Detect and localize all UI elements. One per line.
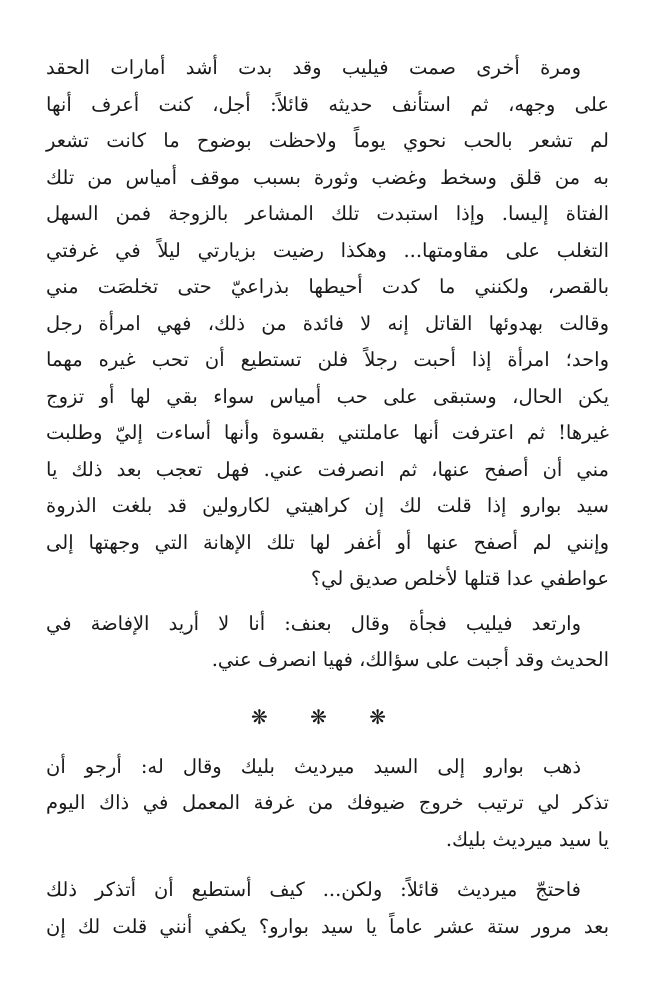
section-separator: ❋ ❋ ❋ bbox=[251, 704, 404, 729]
text-line: سيد بوارو إذا قلت لك إن كراهيتي لكارولين قد بلغت الذروة bbox=[46, 494, 609, 517]
text-line: تذكر لي ترتيب خروج ضيوفك من غرفة المعمل في ذاك اليوم bbox=[46, 791, 609, 814]
text-line: يكن الحال، وستبقى على حب أمياس سواء بقي لها أو تزوج bbox=[46, 384, 609, 408]
text-line: ذهب بوارو إلى السيد ميرديث بليك وقال له: أرجو أن bbox=[46, 754, 581, 778]
text-line: عواطفي عدا قتلها لأخلص صديق لي؟ bbox=[310, 567, 609, 590]
text-line: وارتعد فيليب فجأة وقال بعنف: أنا لا أريد الإفاضة في bbox=[46, 611, 581, 635]
text-line: وإنني لم أصفح عنها أو أغفر لها تلك الإهانة التي وجهتها إلى bbox=[46, 530, 609, 554]
paragraph-poirot-visits-meredith bbox=[46, 749, 609, 859]
book-page bbox=[46, 50, 609, 945]
text-line: مني أن أصفح عنها، ثم انصرفت عني. فهل تعجب بعد ذلك يا bbox=[46, 457, 609, 481]
text-line: الحديث وقد أجبت على سؤالك، فهيا انصرف عني. bbox=[211, 648, 609, 671]
text-line: فاحتجّ ميرديث قائلاً: ولكن... كيف أستطيع أن أتذكر ذلك bbox=[46, 878, 581, 901]
paragraph-meredith-protests bbox=[46, 872, 609, 945]
text-line: وقالت بهدوئها القاتل إنه لا فائدة من ذلك، فهي امرأة رجل bbox=[46, 311, 609, 335]
paragraph-philip-refuses bbox=[46, 606, 609, 679]
text-line: غيرها! ثم اعترفت أنها عاملتني بقسوة وأنها أساءت إليّ وطلبت bbox=[46, 421, 609, 444]
text-line: بعد مرور ستة عشر عاماً يا سيد بوارو؟ يكفي أنني قلت لك إن bbox=[46, 914, 609, 938]
text-line: الفتاة إليسا. وإذا استبدت تلك المشاعر بالزوجة فمن السهل bbox=[46, 202, 609, 225]
text-line: واحد؛ امرأة إذا أحبت رجلاً فلن تستطيع أن تحب غيره مهما bbox=[46, 348, 609, 371]
text-line: التغلب على مقاومتها... وهكذا رضيت بزيارتي ليلاً في غرفتي bbox=[46, 238, 609, 262]
text-line: يا سيد ميرديث بليك. bbox=[445, 827, 609, 851]
text-line: لم تشعر بالحب نحوي يوماً ولاحظت بوضوح ما كانت تشعر bbox=[46, 129, 609, 152]
text-line: به من قلق وسخط وغضب وثورة بسبب موقف أمياس من تلك bbox=[46, 165, 609, 189]
text-line: ومرة أخرى صمت فيليب وقد بدت أشد أمارات الحقد bbox=[46, 56, 581, 79]
text-line: بالقصر، ولكنني ما كدت أحيطها بذراعيّ حتى تخلصَت مني bbox=[46, 275, 609, 298]
text-line: على وجهه، ثم استأنف حديثه قائلاً: أجل، كنت أعرف أنها bbox=[46, 92, 609, 116]
paragraph-philip-confession bbox=[46, 50, 609, 598]
